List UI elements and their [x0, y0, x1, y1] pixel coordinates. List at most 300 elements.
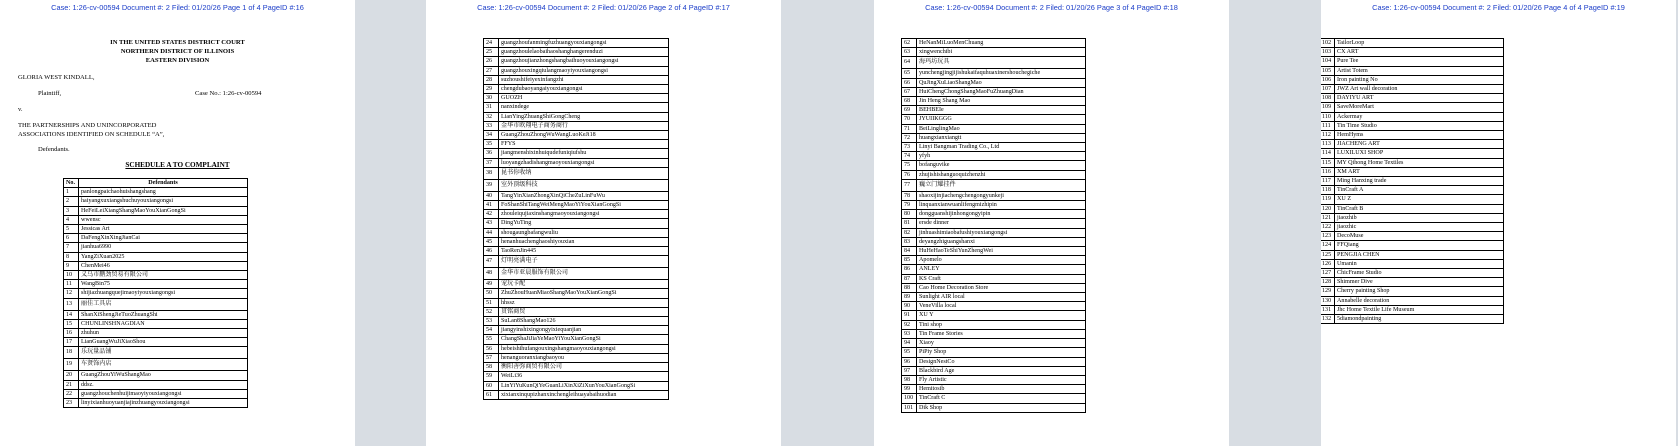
defendant-name: ZhuZhouHuanMiaoShangMaoYouXianGongSi	[499, 289, 669, 298]
row-number: 3	[64, 206, 79, 215]
row-number: 93	[902, 329, 917, 338]
defendant-name: Apomelo	[917, 256, 1086, 265]
document-page-4	[1321, 0, 1676, 446]
row-number: 58	[484, 363, 499, 372]
row-number: 62	[902, 39, 917, 48]
defendant-name: CX ART	[1335, 48, 1504, 57]
table-row	[902, 143, 1086, 152]
table-row	[902, 210, 1086, 219]
row-number: 100	[902, 394, 917, 403]
table-row	[902, 348, 1086, 357]
table-row	[484, 140, 669, 149]
row-number: 51	[484, 298, 499, 307]
defendant-name: HeNanMiLuoMenChuang	[917, 39, 1086, 48]
row-number: 59	[484, 372, 499, 381]
defendant-name: dongguanshijinhongongyipin	[917, 210, 1086, 219]
table-row	[1321, 75, 1504, 84]
defendant-name: JWZ Art wall decoration	[1335, 85, 1504, 94]
row-number: 87	[902, 274, 917, 283]
table-header-row	[64, 179, 248, 188]
row-number: 86	[902, 265, 917, 274]
row-number: 70	[902, 115, 917, 124]
table-row	[902, 78, 1086, 87]
defendant-name: jiaozhib	[1335, 213, 1504, 222]
table-row	[1321, 158, 1504, 167]
table-row	[64, 310, 248, 319]
table-row	[64, 252, 248, 261]
table-row	[64, 399, 248, 408]
defendant-name: ChicFrame Studio	[1335, 269, 1504, 278]
table-row	[484, 66, 669, 75]
row-number: 126	[1321, 259, 1335, 268]
table-row	[484, 268, 669, 280]
row-number: 19	[64, 359, 79, 371]
table-row	[484, 335, 669, 344]
row-number: 80	[902, 210, 917, 219]
column-header-no: No.	[64, 179, 79, 188]
row-number: 131	[1321, 305, 1335, 314]
defendants-table	[63, 178, 248, 408]
table-row	[484, 39, 669, 48]
defendant-name: yunchengjingjijishukaifaquhuaxinershouchegiche	[917, 69, 1086, 78]
row-number: 23	[64, 399, 79, 408]
table-row	[1321, 103, 1504, 112]
defendant-name: 车贤饰内店	[79, 359, 248, 371]
defendant-name: LUXILUXI SHOP	[1335, 149, 1504, 158]
court-district: NORTHERN DISTRICT OF ILLINOIS	[120, 48, 235, 55]
defendant-name: Blackbird Age	[917, 366, 1086, 375]
row-number: 66	[902, 78, 917, 87]
row-number: 69	[902, 106, 917, 115]
row-number: 5	[64, 225, 79, 234]
document-page-1	[0, 0, 355, 446]
row-number: 46	[484, 247, 499, 256]
row-number: 60	[484, 381, 499, 390]
defendant-name: KS Craft	[917, 274, 1086, 283]
row-number: 48	[484, 268, 499, 280]
table-row	[902, 57, 1086, 69]
row-number: 53	[484, 317, 499, 326]
row-number: 108	[1321, 94, 1335, 103]
defendant-name: 昆书你收纳	[499, 167, 669, 179]
row-number: 47	[484, 256, 499, 268]
defendant-name: henanguoranxiangbaoyou	[499, 353, 669, 362]
row-number: 36	[484, 149, 499, 158]
defendant-name: Artist Totem	[1335, 66, 1504, 75]
table-row	[1321, 112, 1504, 121]
defendant-name: jinhuashimiaobafushiyouxiangongsi	[917, 228, 1086, 237]
defendant-name: HemHyms	[1335, 131, 1504, 140]
row-number: 65	[902, 69, 917, 78]
table-row	[1321, 167, 1504, 176]
defendant-name: 灯明亮满电子	[499, 256, 669, 268]
row-number: 104	[1321, 57, 1335, 66]
row-number: 113	[1321, 140, 1335, 149]
row-number: 56	[484, 344, 499, 353]
defendant-name: TinCraft A	[1335, 186, 1504, 195]
defendant-name: Jin Heng Shang Mao	[917, 97, 1086, 106]
table-row	[1321, 140, 1504, 149]
row-number: 73	[902, 143, 917, 152]
defendant-name: chengdubaoyangaiyouxiangongsi	[499, 85, 669, 94]
row-number: 97	[902, 366, 917, 375]
table-row	[484, 363, 669, 372]
defendant-name: DesignNestCo	[917, 357, 1086, 366]
table-row	[902, 228, 1086, 237]
table-row	[1321, 315, 1504, 324]
row-number: 45	[484, 237, 499, 246]
defendant-name: shougaungbafangwuliu	[499, 228, 669, 237]
table-row	[902, 394, 1086, 403]
row-number: 61	[484, 390, 499, 399]
table-row	[484, 247, 669, 256]
defendant-name: FFYS	[499, 140, 669, 149]
table-row	[1321, 66, 1504, 75]
plaintiff-label: Plaintiff,	[38, 90, 62, 97]
table-row	[484, 131, 669, 140]
table-row	[902, 97, 1086, 106]
row-number: 71	[902, 124, 917, 133]
defendant-name: PiPiy Shop	[917, 348, 1086, 357]
defendant-name: DaFengXinXingJianCai	[79, 234, 248, 243]
table-row	[1321, 85, 1504, 94]
defendant-name: ShanXiShengJieTuoZhuangShi	[79, 310, 248, 319]
defendant-name: FoShanShiTangWeiMengMaoYiYouXianGongSi	[499, 201, 669, 210]
page-header: Case: 1:26-cv-00594 Document #: 2 Filed: 01/20/26 Page 3 of 4 PageID #:18	[925, 3, 1178, 12]
table-row	[484, 103, 669, 112]
row-number: 15	[64, 319, 79, 328]
row-number: 43	[484, 219, 499, 228]
defendant-name: LianYingZhuangShiGongCheng	[499, 112, 669, 121]
defendant-name: guangzhouchenhuijimaoyiyouxiangongsi	[79, 389, 248, 398]
row-number: 82	[902, 228, 917, 237]
defendant-name: TinCraft B	[1335, 204, 1504, 213]
defendant-name: 丽佳工具店	[79, 298, 248, 310]
defendant-name: TinCraft C	[917, 394, 1086, 403]
table-row	[484, 372, 669, 381]
row-number: 132	[1321, 315, 1335, 324]
table-row	[902, 133, 1086, 142]
defendant-name: 衡阳善弥商贸有限公司	[499, 363, 669, 372]
table-row	[902, 385, 1086, 394]
table-row	[1321, 223, 1504, 232]
row-number: 4	[64, 215, 79, 224]
defendant-name: Hemitosib	[917, 385, 1086, 394]
table-row	[484, 94, 669, 103]
table-row	[64, 338, 248, 347]
row-number: 11	[64, 280, 79, 289]
defendant-name: Sunlight AIR local	[917, 293, 1086, 302]
court-name: IN THE UNITED STATES DISTRICT COURT	[110, 39, 245, 46]
defendant-name: TangYinXianZhongXinQiCheZuLinFuWu	[499, 191, 669, 200]
defendant-name: FFQiang	[1335, 241, 1504, 250]
row-number: 125	[1321, 250, 1335, 259]
row-number: 116	[1321, 167, 1335, 176]
table-row	[1321, 269, 1504, 278]
defendant-name: 海玛坊玩具	[917, 57, 1086, 69]
table-row	[484, 326, 669, 335]
table-row	[1321, 232, 1504, 241]
table-row	[484, 179, 669, 191]
table-row	[484, 85, 669, 94]
defendant-name: JIACHENG ART	[1335, 140, 1504, 149]
defendant-name: XU Z	[1335, 195, 1504, 204]
row-number: 79	[902, 201, 917, 210]
defendant-name: Pure Tee	[1335, 57, 1504, 66]
defendant-name: guangzhouxingqiulangmaoyiyouxiangongsi	[499, 66, 669, 75]
row-number: 119	[1321, 195, 1335, 204]
table-row	[902, 115, 1086, 124]
row-number: 129	[1321, 287, 1335, 296]
row-number: 49	[484, 280, 499, 289]
row-number: 22	[64, 389, 79, 398]
table-row	[902, 329, 1086, 338]
row-number: 37	[484, 158, 499, 167]
defendant-name: HeFeiLeiXiangShangMaoYouXianGongSi	[79, 206, 248, 215]
defendant-name: LinYiYuKunQiYeGuanLiXinXiZiXunYouXianGongSi	[499, 381, 669, 390]
defendant-name: VeneVilla local	[917, 302, 1086, 311]
row-number: 92	[902, 320, 917, 329]
row-number: 127	[1321, 269, 1335, 278]
defendant-name: XU Y	[917, 311, 1086, 320]
row-number: 57	[484, 353, 499, 362]
row-number: 74	[902, 152, 917, 161]
defendant-name: Cherry painting Shop	[1335, 287, 1504, 296]
table-row	[1321, 94, 1504, 103]
table-row	[484, 353, 669, 362]
table-row	[484, 390, 669, 399]
row-number: 99	[902, 385, 917, 394]
table-row	[64, 225, 248, 234]
table-row	[902, 357, 1086, 366]
row-number: 50	[484, 289, 499, 298]
table-row	[902, 274, 1086, 283]
defendant-name: TaoRenJin445	[499, 247, 669, 256]
row-number: 64	[902, 57, 917, 69]
row-number: 21	[64, 380, 79, 389]
defendant-name: yfyh	[917, 152, 1086, 161]
page-header: Case: 1:26-cv-00594 Document #: 2 Filed: 01/20/26 Page 2 of 4 PageID #:17	[477, 3, 730, 12]
row-number: 40	[484, 191, 499, 200]
defendant-name: HuHeHaoTeShiYunZhengWei	[917, 247, 1086, 256]
defendant-name: Tin Time Studio	[1335, 121, 1504, 130]
table-row	[902, 124, 1086, 133]
table-row	[64, 206, 248, 215]
row-number: 83	[902, 237, 917, 246]
row-number: 107	[1321, 85, 1335, 94]
defendant-name: 金华市亚晨服饰有限公司	[499, 268, 669, 280]
table-row	[484, 191, 669, 200]
table-row	[902, 320, 1086, 329]
row-number: 109	[1321, 103, 1335, 112]
table-row	[64, 389, 248, 398]
defendants-table	[483, 38, 669, 400]
defendant-name: Iron painting No	[1335, 75, 1504, 84]
row-number: 6	[64, 234, 79, 243]
row-number: 35	[484, 140, 499, 149]
table-row	[902, 403, 1086, 412]
row-number: 24	[484, 39, 499, 48]
table-row	[64, 347, 248, 359]
row-number: 117	[1321, 177, 1335, 186]
defendant-name: 5diamondpainting	[1335, 315, 1504, 324]
table-row	[902, 302, 1086, 311]
defendant-name: Annabelle decoration	[1335, 296, 1504, 305]
defendant-name: HuiChengChongShangMaoFuZhuangDian	[917, 87, 1086, 96]
row-number: 130	[1321, 296, 1335, 305]
row-number: 72	[902, 133, 917, 142]
row-number: 42	[484, 210, 499, 219]
table-row	[902, 311, 1086, 320]
row-number: 1	[64, 188, 79, 197]
table-row	[902, 219, 1086, 228]
row-number: 63	[902, 48, 917, 57]
table-row	[1321, 131, 1504, 140]
table-row	[1321, 296, 1504, 305]
row-number: 121	[1321, 213, 1335, 222]
row-number: 7	[64, 243, 79, 252]
defendant-name: 巍立门耀挂件	[917, 179, 1086, 191]
defendant-name: LianGuangWuJiXiaoShou	[79, 338, 248, 347]
defendant-name: DAYIYU ART	[1335, 94, 1504, 103]
row-number: 118	[1321, 186, 1335, 195]
table-row	[902, 87, 1086, 96]
table-row	[484, 201, 669, 210]
table-row	[484, 121, 669, 130]
defendant-name: YangZiXuan2025	[79, 252, 248, 261]
defendant-name: linquanxianwuanlifengmizhipin	[917, 201, 1086, 210]
row-number: 115	[1321, 158, 1335, 167]
defendant-name: DecoMuse	[1335, 232, 1504, 241]
defendant-name: xingwenchibi	[917, 48, 1086, 57]
table-row	[484, 149, 669, 158]
document-page-3	[874, 0, 1229, 446]
table-row	[484, 307, 669, 316]
defendant-name: 室外顶级科技	[499, 179, 669, 191]
defendant-name: Cao Home Decoration Store	[917, 283, 1086, 292]
table-row	[902, 283, 1086, 292]
page-header: Case: 1:26-cv-00594 Document #: 2 Filed: 01/20/26 Page 1 of 4 PageID #:16	[51, 3, 304, 12]
defendants-label: Defendants.	[38, 146, 70, 153]
defendant-name: GUOZH	[499, 94, 669, 103]
defendant-name: jiangyinshixingongyixiequanjian	[499, 326, 669, 335]
table-row	[64, 371, 248, 380]
row-number: 13	[64, 298, 79, 310]
row-number: 17	[64, 338, 79, 347]
defendant-name: Dik Shop	[917, 403, 1086, 412]
defendant-name: 乐玩量品铺	[79, 347, 248, 359]
row-number: 12	[64, 289, 79, 298]
table-row	[1321, 287, 1504, 296]
row-number: 123	[1321, 232, 1335, 241]
row-number: 32	[484, 112, 499, 121]
row-number: 76	[902, 170, 917, 179]
table-row	[902, 265, 1086, 274]
table-row	[64, 329, 248, 338]
table-row	[902, 69, 1086, 78]
table-row	[902, 106, 1086, 115]
defendant-name: 金华市欧翔电子商务商行	[499, 121, 669, 130]
row-number: 90	[902, 302, 917, 311]
table-row	[484, 75, 669, 84]
row-number: 85	[902, 256, 917, 265]
table-row	[1321, 305, 1504, 314]
defendant-name: hhssz	[499, 298, 669, 307]
versus: v.	[18, 106, 23, 113]
row-number: 128	[1321, 278, 1335, 287]
row-number: 120	[1321, 204, 1335, 213]
row-number: 20	[64, 371, 79, 380]
row-number: 94	[902, 339, 917, 348]
table-row	[1321, 259, 1504, 268]
row-number: 122	[1321, 223, 1335, 232]
defendant-name: wwensc	[79, 215, 248, 224]
table-row	[64, 289, 248, 298]
case-number: Case No.: 1:26-cv-00594	[195, 90, 262, 97]
defendant-name: QuJingXuLiaoShangMao	[917, 78, 1086, 87]
table-row	[902, 366, 1086, 375]
page-header: Case: 1:26-cv-00594 Document #: 2 Filed: 01/20/26 Page 4 of 4 PageID #:19	[1372, 3, 1625, 12]
schedule-title: SCHEDULE A TO COMPLAINT	[125, 161, 230, 169]
table-row	[484, 289, 669, 298]
row-number: 18	[64, 347, 79, 359]
defendant-name: hebeishihufangouxingshangmaoyouxiangongsi	[499, 344, 669, 353]
table-row	[902, 201, 1086, 210]
defendant-name: Tini shop	[917, 320, 1086, 329]
table-row	[484, 317, 669, 326]
court-division: EASTERN DIVISION	[145, 57, 210, 64]
table-row	[64, 188, 248, 197]
defendant-name: luoyangzhadishangmaoyouxiangongsi	[499, 158, 669, 167]
table-row	[902, 161, 1086, 170]
row-number: 89	[902, 293, 917, 302]
table-row	[902, 293, 1086, 302]
defendant-name: bofanguvike	[917, 161, 1086, 170]
row-number: 52	[484, 307, 499, 316]
table-row	[1321, 57, 1504, 66]
table-row	[484, 228, 669, 237]
row-number: 34	[484, 131, 499, 140]
defendant-name: Linyi Bangman Trading Co., Ltd	[917, 143, 1086, 152]
defendant-name: nanxindege	[499, 103, 669, 112]
table-row	[484, 344, 669, 353]
table-row	[902, 48, 1086, 57]
table-row	[64, 234, 248, 243]
row-number: 75	[902, 161, 917, 170]
defendants-table	[901, 38, 1086, 413]
defendant-name: Xiaoy	[917, 339, 1086, 348]
row-number: 41	[484, 201, 499, 210]
row-number: 84	[902, 247, 917, 256]
row-number: 10	[64, 271, 79, 280]
table-row	[1321, 149, 1504, 158]
table-row	[64, 298, 248, 310]
defendant-name: SuLan8ShangMao126	[499, 317, 669, 326]
table-row	[1321, 39, 1504, 48]
defendant-name: Ming Hanxing trade	[1335, 177, 1504, 186]
table-row	[902, 375, 1086, 384]
table-row	[64, 243, 248, 252]
defendant-name: DingYuTing	[499, 219, 669, 228]
defendant-name: PENGJIA CHEN	[1335, 250, 1504, 259]
defendant-name: linyixianhuoyuanjiajinzhuangyouxiangongsi	[79, 399, 248, 408]
table-row	[64, 359, 248, 371]
row-number: 77	[902, 179, 917, 191]
row-number: 102	[1321, 39, 1335, 48]
row-number: 88	[902, 283, 917, 292]
defendant-name: Umanin	[1335, 259, 1504, 268]
defendant-name: zhujishishanguoquizhenzhi	[917, 170, 1086, 179]
